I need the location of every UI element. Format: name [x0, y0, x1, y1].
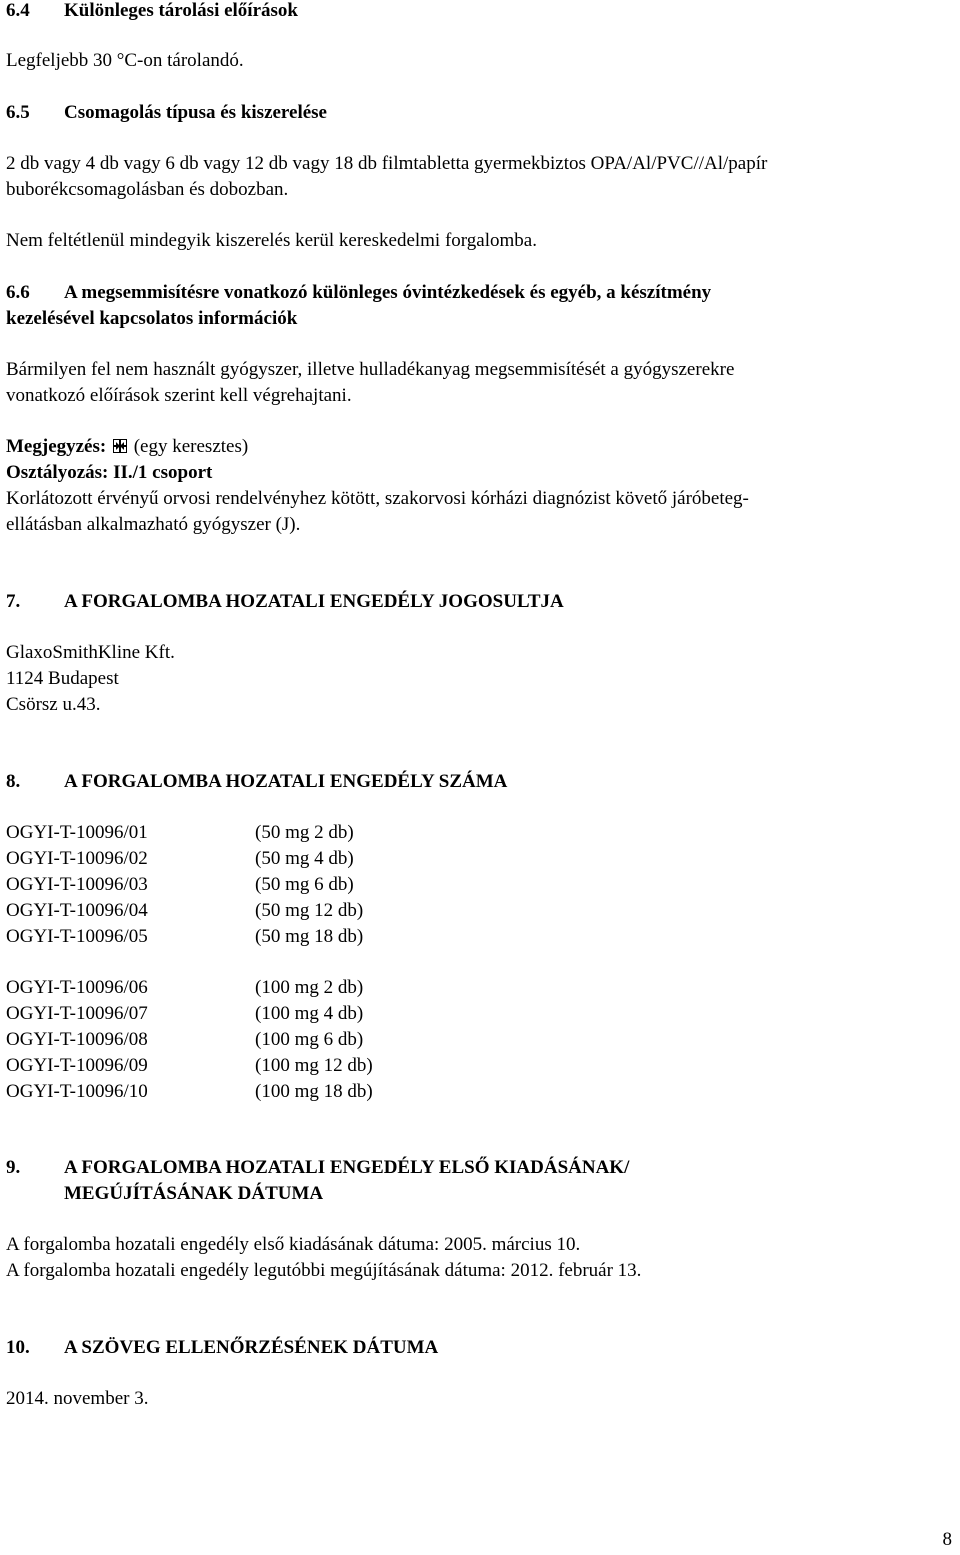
license-desc: (50 mg 18 db) [255, 926, 364, 947]
note-text: (egy keresztes) [133, 436, 249, 457]
section-title: Különleges tárolási előírások [64, 0, 298, 21]
license-code: OGYI-T-10096/07 [6, 1003, 148, 1024]
license-desc: (50 mg 6 db) [255, 874, 354, 895]
revision-date: 2014. november 3. [6, 1388, 149, 1409]
section-number: 6.4 [6, 0, 30, 21]
section-title: A megsemmisítésre vonatkozó különleges óvintézkedések és egyéb, a készítmény [64, 282, 712, 303]
section-title: A FORGALOMBA HOZATALI ENGEDÉLY SZÁMA [64, 771, 508, 792]
license-code: OGYI-T-10096/02 [6, 848, 148, 869]
section-6-6-heading [6, 280, 711, 306]
section-number: 10. [6, 1337, 30, 1358]
section-9-heading-line-2: MEGÚJÍTÁSÁNAK DÁTUMA [64, 1183, 324, 1204]
license-code: OGYI-T-10096/08 [6, 1029, 148, 1050]
disposal-line-2: vonatkozó előírások szerint kell végrehajtani. [6, 385, 352, 406]
packaging-note: Nem feltétlenül mindegyik kiszerelés kerül kereskedelmi forgalomba. [6, 230, 537, 251]
section-10-heading [6, 1335, 438, 1361]
license-code: OGYI-T-10096/10 [6, 1081, 148, 1102]
license-desc: (100 mg 12 db) [255, 1055, 373, 1076]
cross-icon [113, 439, 127, 453]
license-desc: (50 mg 2 db) [255, 822, 354, 843]
section-6-5-heading [6, 100, 327, 126]
disposal-line-1: Bármilyen fel nem használt gyógyszer, illetve hulladékanyag megsemmisítését a gyógyszerekre [6, 359, 735, 380]
section-number: 8. [6, 771, 21, 792]
holder-line: GlaxoSmithKline Kft. [6, 642, 175, 663]
license-desc: (50 mg 12 db) [255, 900, 364, 921]
section-7-heading [6, 589, 564, 615]
section-title: A FORGALOMBA HOZATALI ENGEDÉLY JOGOSULTJA [64, 591, 564, 612]
license-code: OGYI-T-10096/06 [6, 977, 148, 998]
license-code: OGYI-T-10096/01 [6, 822, 148, 843]
section-number: 7. [6, 591, 21, 612]
license-desc: (100 mg 18 db) [255, 1081, 373, 1102]
holder-line: Csörsz u.43. [6, 694, 101, 715]
packaging-line-2: buborékcsomagolásban és dobozban. [6, 179, 289, 200]
section-title: A SZÖVEG ELLENŐRZÉSÉNEK DÁTUMA [64, 1337, 439, 1358]
classification-line-2: ellátásban alkalmazható gyógyszer (J). [6, 514, 301, 535]
note-label: Megjegyzés: [6, 436, 107, 457]
packaging-line-1: 2 db vagy 4 db vagy 6 db vagy 12 db vagy 18 db filmtabletta gyermekbiztos OPA/Al/PVC//Al/papír [6, 153, 768, 174]
license-desc: (50 mg 4 db) [255, 848, 354, 869]
classification-line-1: Korlátozott érvényű orvosi rendelvényhez kötött, szakorvosi kórházi diagnózist követő járóbeteg- [6, 488, 749, 509]
page-number: 8 [942, 1529, 952, 1550]
section-number: 6.5 [6, 102, 30, 123]
license-code: OGYI-T-10096/04 [6, 900, 148, 921]
license-desc: (100 mg 4 db) [255, 1003, 364, 1024]
license-code: OGYI-T-10096/09 [6, 1055, 148, 1076]
first-issue-date: A forgalomba hozatali engedély első kiadásának dátuma: 2005. március 10. [6, 1234, 581, 1255]
renewal-date: A forgalomba hozatali engedély legutóbbi megújításának dátuma: 2012. február 13. [6, 1260, 642, 1281]
license-code: OGYI-T-10096/03 [6, 874, 148, 895]
section-9-heading [6, 1155, 629, 1181]
section-title: A FORGALOMBA HOZATALI ENGEDÉLY ELSŐ KIADÁSÁNAK/ [64, 1157, 630, 1178]
license-desc: (100 mg 2 db) [255, 977, 364, 998]
section-6-4-heading [6, 0, 298, 24]
license-desc: (100 mg 6 db) [255, 1029, 364, 1050]
storage-text: Legfeljebb 30 °C-on tárolandó. [6, 50, 244, 71]
holder-line: 1124 Budapest [6, 668, 119, 689]
note-line [6, 434, 248, 460]
section-number: 9. [6, 1157, 21, 1178]
classification-label: Osztályozás: II./1 csoport [6, 462, 213, 483]
section-6-6-heading-line-2: kezelésével kapcsolatos információk [6, 308, 298, 329]
section-title: Csomagolás típusa és kiszerelése [64, 102, 327, 123]
license-code: OGYI-T-10096/05 [6, 926, 148, 947]
section-number: 6.6 [6, 282, 30, 303]
section-8-heading [6, 769, 507, 795]
